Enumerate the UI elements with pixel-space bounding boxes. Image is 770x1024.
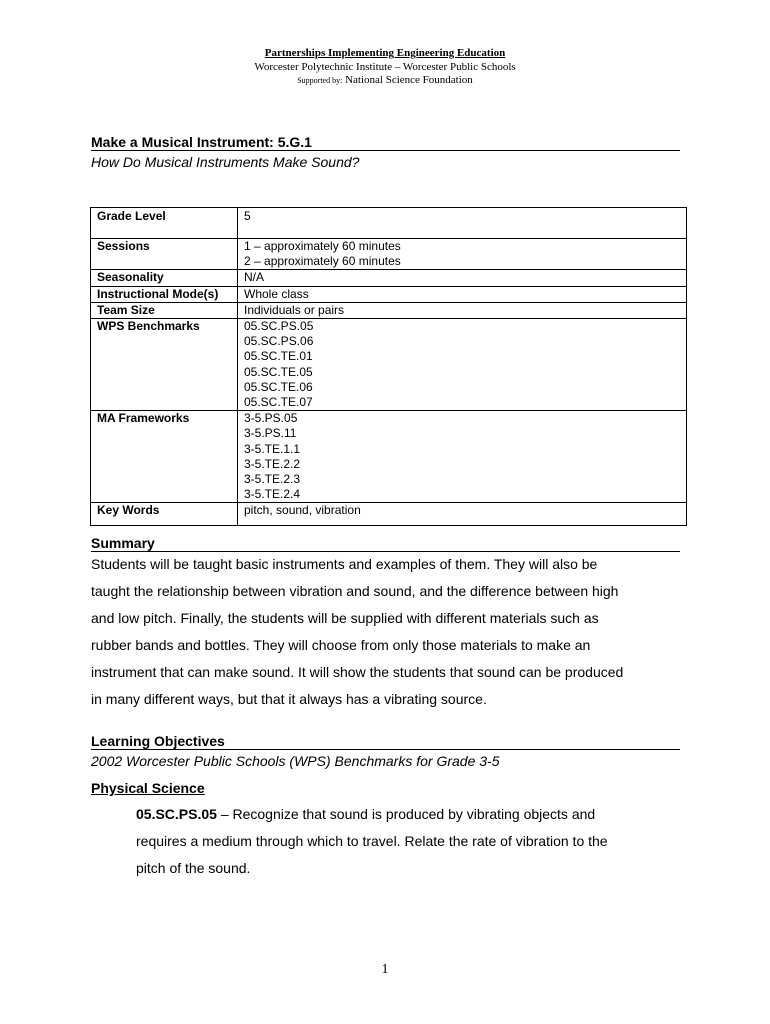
physical-science-heading: Physical Science (91, 780, 205, 796)
benchmark-paragraph (136, 801, 656, 882)
summary-line: and low pitch. Finally, the students will be supplied with different materials such as (91, 610, 599, 626)
grade-level-label: Grade Level (91, 208, 238, 239)
table-row-sessions (91, 239, 687, 270)
ma-framework-item: 3-5.TE.2.2 (244, 456, 301, 471)
grade-level-value: 5 (238, 208, 687, 239)
table-row-team-size (91, 302, 687, 318)
ma-framework-item: 3-5.TE.2.4 (244, 487, 301, 502)
summary-heading: Summary (91, 535, 680, 552)
summary-line: taught the relationship between vibration and sound, and the difference between high (91, 583, 619, 599)
lesson-title: Make a Musical Instrument: 5.G.1 (91, 134, 680, 151)
table-row-key-words (91, 503, 687, 526)
objectives-subtitle: 2002 Worcester Public Schools (WPS) Benchmarks for Grade 3-5 (91, 753, 500, 769)
benchmark-text: – Recognize that sound is produced by vibrating objects and (220, 806, 596, 822)
ma-framework-item: 3-5.PS.11 (244, 426, 297, 441)
table-row-seasonality (91, 270, 687, 286)
instructional-mode-value: Whole class (238, 286, 687, 302)
ma-framework-item: 3-5.TE.2.3 (244, 472, 301, 487)
summary-line: instrument that can make sound. It will show the students that sound can be produced (91, 664, 624, 680)
sessions-value: 2 – approximately 60 minutes (244, 254, 401, 269)
wps-benchmark-item: 05.SC.TE.06 (244, 379, 313, 394)
seasonality-label: Seasonality (91, 270, 238, 286)
wps-benchmarks-label: WPS Benchmarks (91, 319, 238, 411)
key-words-value: pitch, sound, vibration (238, 503, 687, 526)
wps-benchmark-item: 05.SC.TE.01 (244, 349, 313, 364)
benchmark-text: requires a medium through which to travel. Relate the rate of vibration to the (136, 833, 608, 849)
wps-benchmark-item: 05.SC.PS.05 (244, 319, 314, 334)
summary-paragraph (91, 551, 681, 713)
summary-line: Students will be taught basic instruments and examples of them. They will also be (91, 556, 598, 572)
lesson-subtitle: How Do Musical Instruments Make Sound? (91, 154, 360, 170)
team-size-value: Individuals or pairs (238, 302, 687, 318)
ma-frameworks-label: MA Frameworks (91, 411, 238, 503)
header-institutions: Worcester Polytechnic Institute – Worcester Public Schools (254, 61, 516, 73)
ma-framework-item: 3-5.PS.05 (244, 411, 298, 426)
seasonality-value: N/A (238, 270, 687, 286)
table-row-grade-level (91, 208, 687, 239)
lesson-info-table (90, 207, 687, 526)
ma-frameworks-values (238, 411, 687, 503)
wps-benchmark-item: 05.SC.TE.07 (244, 395, 313, 410)
wps-benchmark-item: 05.SC.TE.05 (244, 364, 313, 379)
sessions-label: Sessions (91, 239, 238, 270)
wps-benchmarks-values (238, 319, 687, 411)
table-row-wps-benchmarks (91, 319, 687, 411)
sessions-value: 1 – approximately 60 minutes (244, 239, 401, 253)
wps-benchmark-item: 05.SC.PS.06 (244, 334, 314, 349)
ma-framework-item: 3-5.TE.1.1 (244, 441, 301, 456)
learning-objectives-heading: Learning Objectives (91, 733, 680, 750)
instructional-mode-label: Instructional Mode(s) (91, 286, 238, 302)
page-number: 1 (381, 962, 389, 977)
team-size-label: Team Size (91, 302, 238, 318)
table-row-ma-frameworks (91, 411, 687, 503)
header-supported-by (0, 74, 770, 86)
benchmark-code: 05.SC.PS.05 (136, 806, 217, 822)
supported-by-org: National Science Foundation (345, 74, 473, 86)
benchmark-text: pitch of the sound. (136, 860, 251, 876)
supported-by-label: Supported by: (297, 76, 343, 85)
summary-line: in many different ways, but that it always has a vibrating source. (91, 691, 487, 707)
key-words-label: Key Words (91, 503, 238, 526)
table-row-instructional-mode (91, 286, 687, 302)
sessions-values (238, 239, 687, 270)
header-program-name: Partnerships Implementing Engineering Education (264, 47, 506, 59)
summary-line: rubber bands and bottles. They will choose from only those materials to make an (91, 637, 591, 653)
